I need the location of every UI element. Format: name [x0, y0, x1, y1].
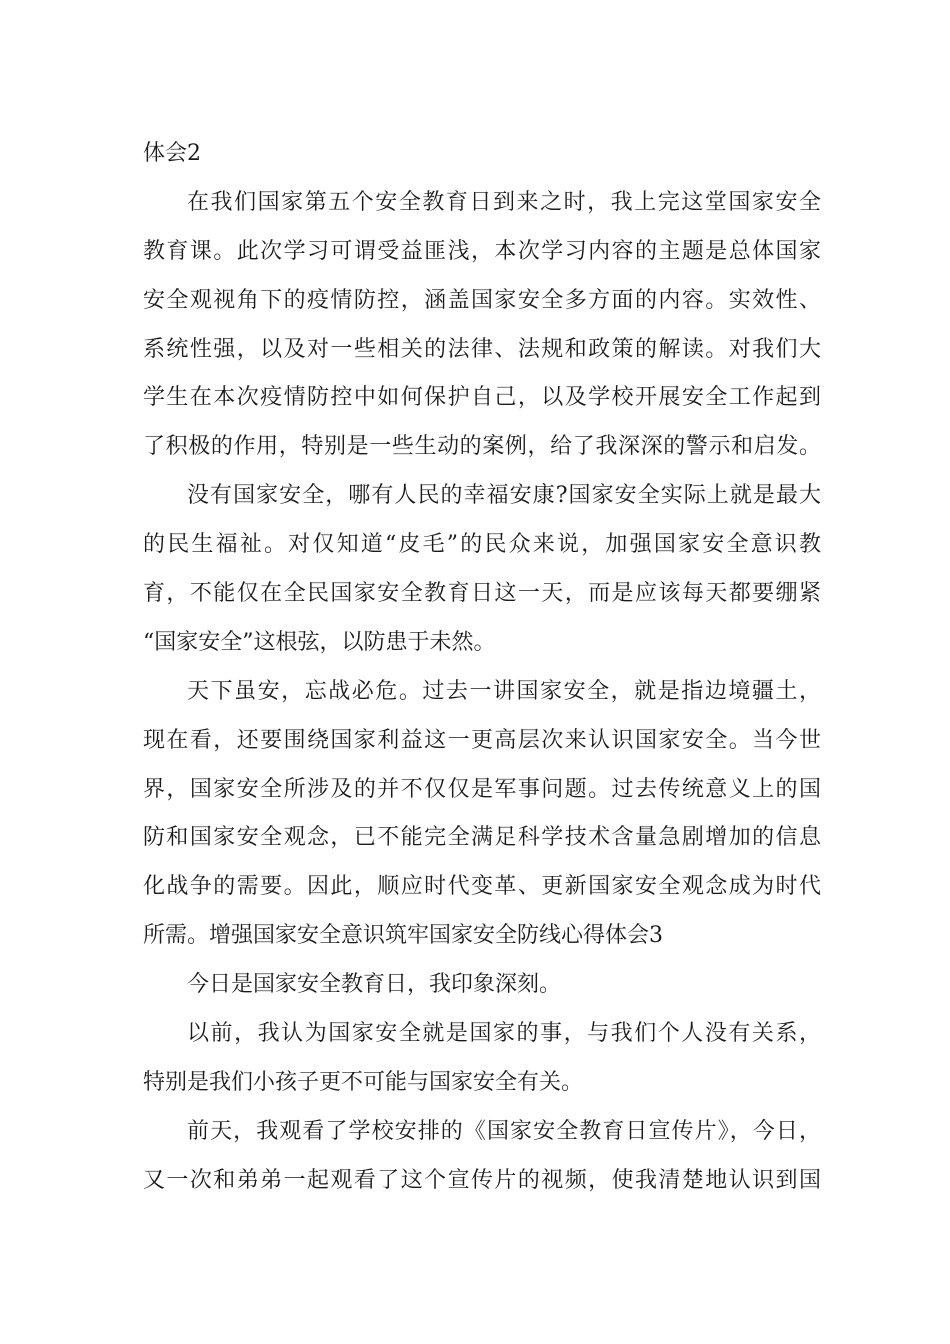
text-line: 学生在本次疫情防控中如何保护自己，以及学校开展安全工作起到	[143, 385, 821, 411]
text-line: 现在看，还要围绕国家利益这一更高层次来认识国家安全。当今世	[143, 727, 821, 753]
document-body	[143, 130, 821, 1206]
text-line: “国家安全”这根弦，以防患于未然。	[143, 629, 496, 655]
paragraph-first-line: 在我们国家第五个安全教育日到来之时，我上完这堂国家安全	[187, 189, 821, 215]
text-line: 所需。增强国家安全意识筑牢国家安全防线心得体会3	[143, 923, 663, 949]
paragraph-first-line: 没有国家安全，哪有人民的幸福安康?国家安全实际上就是最大	[187, 483, 821, 509]
text-line: 安全观视角下的疫情防控，涵盖国家安全多方面的内容。实效性、	[143, 287, 821, 313]
text-line: 防和国家安全观念，已不能完全满足科学技术含量急剧增加的信息	[143, 825, 821, 851]
text-line: 又一次和弟弟一起观看了这个宣传片的视频，使我清楚地认识到国	[143, 1167, 821, 1193]
text-line: 系统性强，以及对一些相关的法律、法规和政策的解读。对我们大	[143, 336, 821, 362]
text-line: 体会2	[143, 141, 201, 166]
text-line: 了积极的作用，特别是一些生动的案例，给了我深深的警示和启发。	[143, 434, 821, 460]
text-line: 特别是我们小孩子更不可能与国家安全有关。	[143, 1069, 584, 1095]
paragraph-first-line: 天下虽安，忘战必危。过去一讲国家安全，就是指边境疆土，	[187, 678, 821, 704]
text-line: 育，不能仅在全民国家安全教育日这一天，而是应该每天都要绷紧	[143, 581, 821, 607]
paragraph-first-line: 以前，我认为国家安全就是国家的事，与我们个人没有关系，	[187, 1021, 821, 1047]
text-line: 界，国家安全所涉及的并不仅仅是军事问题。过去传统意义上的国	[143, 776, 821, 802]
text-line: 的民生福祉。对仅知道“皮毛”的民众来说，加强国家安全意识教	[143, 532, 821, 558]
text-line: 教育课。此次学习可谓受益匪浅，本次学习内容的主题是总体国家	[143, 238, 821, 264]
text-line: 化战争的需要。因此，顺应时代变革、更新国家安全观念成为时代	[143, 874, 821, 900]
paragraph-first-line: 前天，我观看了学校安排的《国家安全教育日宣传片》，今日，	[187, 1118, 821, 1144]
paragraph-first-line: 今日是国家安全教育日，我印象深刻。	[187, 972, 562, 998]
